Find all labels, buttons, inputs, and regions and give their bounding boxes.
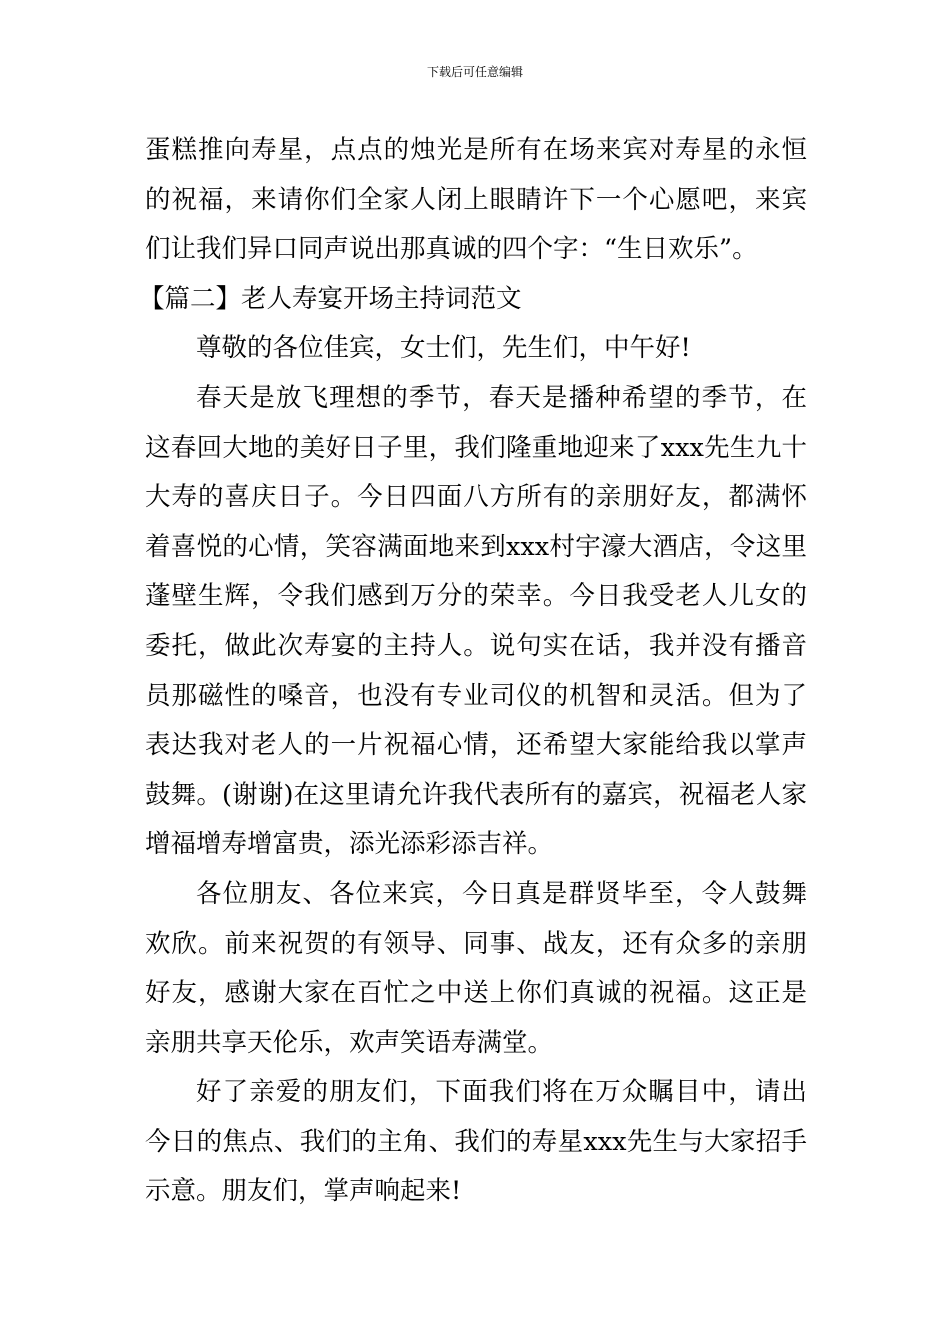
page-header: 下载后可任意编辑 <box>426 65 523 79</box>
section-heading: 【篇二】老人寿宴开场主持词范文 <box>139 283 522 314</box>
paragraph-continuation: 蛋糕推向寿星，点点的烛光是所有在场来宾对寿星的永恒的祝福，来请你们全家人闭上眼睛许下一个心愿吧，来宾们让我们异口同声说出那真诚的四个字：“生日欢乐”。 <box>145 135 807 265</box>
paragraph-invitation: 好了亲爱的朋友们，下面我们将在万众瞩目中，请出今日的焦点、我们的主角、我们的寿星xxx先生与大家招手示意。朋友们，掌声响起来! <box>145 1077 807 1207</box>
paragraph-welcome: 各位朋友、各位来宾，今日真是群贤毕至，令人鼓舞欢欣。前来祝贺的有领导、同事、战友，还有众多的亲朋好友，感谢大家在百忙之中送上你们真诚的祝福。这正是亲朋共享天伦乐，欢声笑语寿满堂。 <box>145 878 807 1058</box>
paragraph-opening: 春天是放飞理想的季节，春天是播种希望的季节，在这春回大地的美好日子里，我们隆重地迎来了xxx先生九十大寿的喜庆日子。今日四面八方所有的亲朋好友，都满怀着喜悦的心情，笑容满面地来到xxx村宇濠大酒店，令这里蓬壁生辉，令我们感到万分的荣幸。今日我受老人儿女的委托，做此次寿宴的主持人。说句实在话，我并没有播音员那磁性的嗓音，也没有专业司仪的机智和灵活。但为了表达我对老人的一片祝福心情，还希望大家能给我以掌声鼓舞。(谢谢)在这里请允许我代表所有的嘉宾，祝福老人家增福增寿增富贵，添光添彩添吉祥。 <box>145 382 807 860</box>
document-body <box>139 126 807 1217</box>
paragraph-greeting: 尊敬的各位佳宾，女士们，先生们，中午好! <box>196 333 691 364</box>
